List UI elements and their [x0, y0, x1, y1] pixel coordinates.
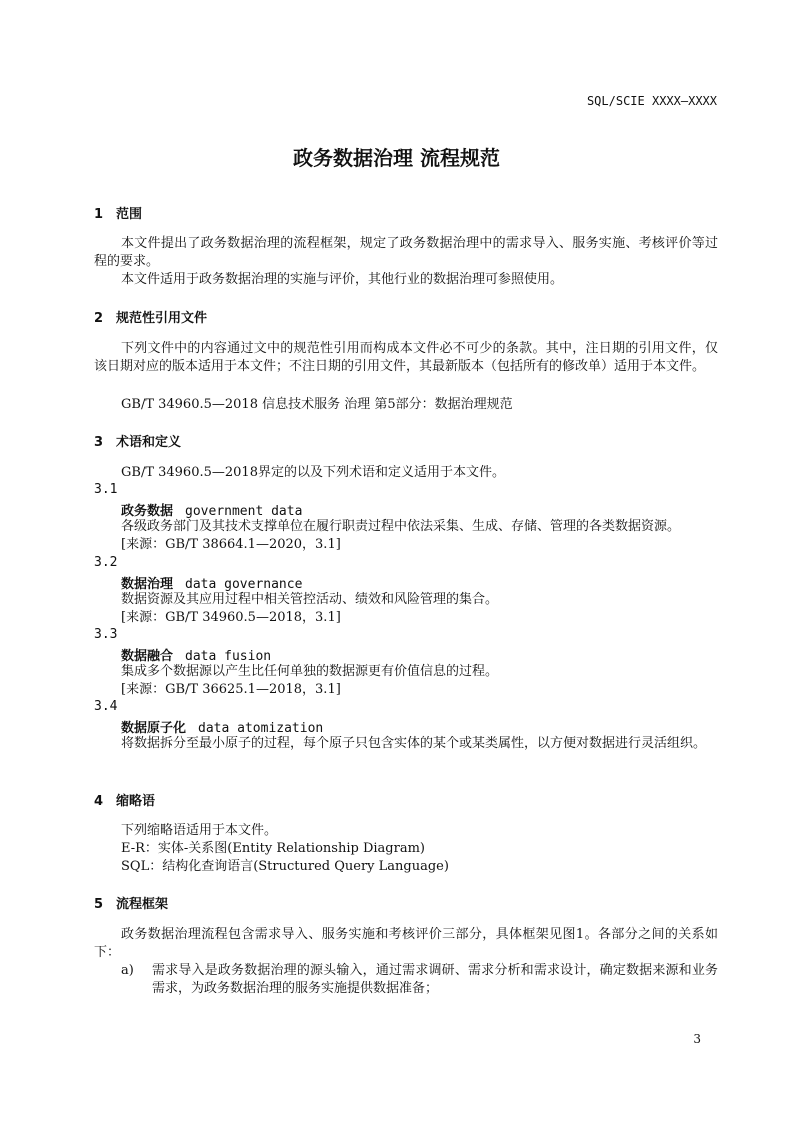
- section-2-paragraph-1: 下列文件中的内容通过文中的规范性引用而构成本文件必不可少的条款。其中，注日期的引用文件，仅该日期对应的版本适用于本文件；不注日期的引用文件，其最新版本（包括所有的修改单）适用于本文件。: [94, 341, 718, 374]
- term-definition: 将数据拆分至最小原子的过程，每个原子只包含实体的某个或某类属性，以方便对数据进行灵活组织。: [121, 736, 707, 751]
- abbreviation-er: E-R：实体-关系图(Entity Relationship Diagram): [121, 841, 425, 856]
- section-1-paragraph-1: 本文件提出了政务数据治理的流程框架，规定了政务数据治理中的需求导入、服务实施、考核评价等过程的要求。: [94, 236, 718, 269]
- section-title: 范围: [116, 207, 143, 222]
- section-title: 流程框架: [116, 897, 169, 912]
- term-english: data governance: [185, 577, 303, 592]
- term-source: [来源：GB/T 38664.1—2020，3.1]: [121, 537, 341, 552]
- term-source: [来源：GB/T 34960.5—2018，3.1]: [121, 610, 341, 625]
- standard-code: SQL/SCIE XXXX—XXXX: [586, 94, 717, 108]
- section-1-paragraph-2: 本文件适用于政务数据治理的实施与评价，其他行业的数据治理可参照使用。: [121, 272, 564, 287]
- section-5-paragraph-1: 政务数据治理流程包含需求导入、服务实施和考核评价三部分，具体框架见图1。各部分之间的关系如下：: [94, 927, 718, 960]
- section-number: 4: [94, 794, 104, 809]
- section-2-heading: [94, 307, 207, 326]
- term-english: government data: [185, 504, 303, 519]
- term-number: 3.2: [94, 555, 118, 570]
- section-title: 规范性引用文件: [116, 311, 208, 326]
- section-number: 5: [94, 897, 104, 912]
- normative-reference: GB/T 34960.5—2018 信息技术服务 治理 第5部分：数据治理规范: [121, 397, 513, 412]
- term-chinese: 数据治理: [121, 577, 174, 592]
- section-4-intro: 下列缩略语适用于本文件。: [121, 823, 278, 838]
- list-item-a: [121, 962, 718, 998]
- term-definition: 各级政务部门及其技术支撑单位在履行职责过程中依法采集、生成、存储、管理的各类数据资源。: [121, 519, 681, 534]
- section-3-intro: GB/T 34960.5—2018界定的以及下列术语和定义适用于本文件。: [121, 465, 505, 480]
- abbreviation-sql: SQL：结构化查询语言(Structured Query Language): [121, 859, 449, 874]
- section-number: 2: [94, 311, 104, 326]
- term-number: 3.3: [94, 627, 118, 642]
- list-item-text: 需求导入是政务数据治理的源头输入，通过需求调研、需求分析和需求设计，确定数据来源和业务需求，为政务数据治理的服务实施提供数据准备；: [152, 963, 718, 996]
- term-chinese: 政务数据: [121, 504, 174, 519]
- term-definition: 数据资源及其应用过程中相关管控活动、绩效和风险管理的集合。: [121, 592, 499, 607]
- term-heading: [121, 645, 271, 664]
- term-english: data atomization: [198, 721, 324, 736]
- term-number: 3.4: [94, 699, 118, 714]
- document-title: 政务数据治理 流程规范: [293, 146, 500, 170]
- term-source: [来源：GB/T 36625.1—2018，3.1]: [121, 682, 341, 697]
- section-title: 术语和定义: [116, 435, 182, 450]
- term-heading: [121, 573, 302, 592]
- section-number: 1: [94, 207, 104, 222]
- term-chinese: 数据原子化: [121, 721, 187, 736]
- term-number: 3.1: [94, 482, 118, 497]
- term-heading: [121, 717, 323, 736]
- list-marker: a): [121, 963, 134, 978]
- term-chinese: 数据融合: [121, 649, 174, 664]
- term-definition: 集成多个数据源以产生比任何单独的数据源更有价值信息的过程。: [121, 664, 499, 679]
- section-title: 缩略语: [116, 794, 156, 809]
- section-1-heading: [94, 203, 142, 222]
- section-3-heading: [94, 431, 181, 450]
- section-4-heading: [94, 790, 155, 809]
- section-number: 3: [94, 435, 104, 450]
- term-heading: [121, 500, 302, 519]
- section-5-heading: [94, 893, 168, 912]
- page-number: 3: [693, 1032, 701, 1046]
- term-english: data fusion: [185, 649, 272, 664]
